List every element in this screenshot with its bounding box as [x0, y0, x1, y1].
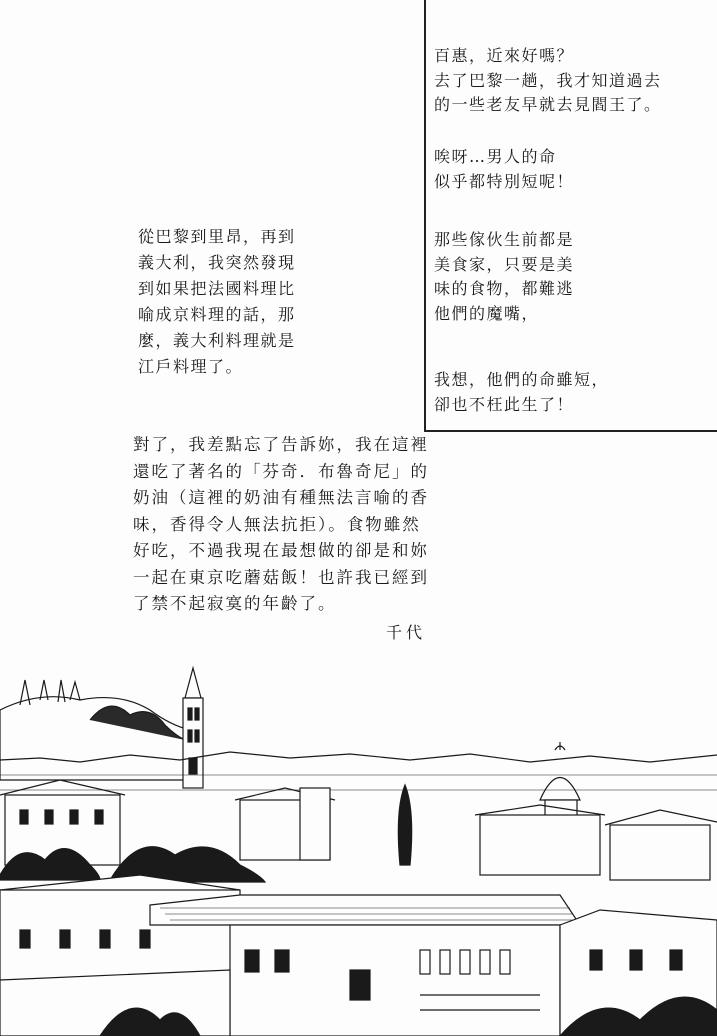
letter-greeting: 百惠，近來好嗎？ 去了巴黎一趟，我才知道過去 的一些老友早就去見閻王了。: [434, 46, 662, 114]
letter-signature: 千代: [386, 623, 427, 642]
letter-sigh: 唉呀…男人的命 似乎都特別短呢！: [434, 147, 575, 191]
letter-conclusion: 我想，他們的命雖短， 卻也不枉此生了！: [434, 370, 610, 414]
letter-gourmets: 那些傢伙生前都是 美食家，只要是美 味的食物，都難逃 他們的魔嘴，: [434, 230, 575, 323]
cityscape-illustration: [0, 650, 717, 1036]
letter-italy-paragraph: 從巴黎到里昂，再到 義大利，我突然發現 到如果把法國料理比 喻成京料理的話，那 麼，義大利料理就是 江戶料理了。: [138, 227, 296, 376]
letter-main-paragraph: 對了，我差點忘了告訴妳，我在這裡 還吃了著名的「芬奇．布魯奇尼」的 奶油（這裡的奶油有種無法言喻的香 味，香得令人無法抗拒）。食物雖然 好吃，不過我現在最想做的卻是和妳 一起在東京吃蘑菇飯！也許我已經到 了禁不起寂寞的年齡了。: [133, 435, 429, 613]
